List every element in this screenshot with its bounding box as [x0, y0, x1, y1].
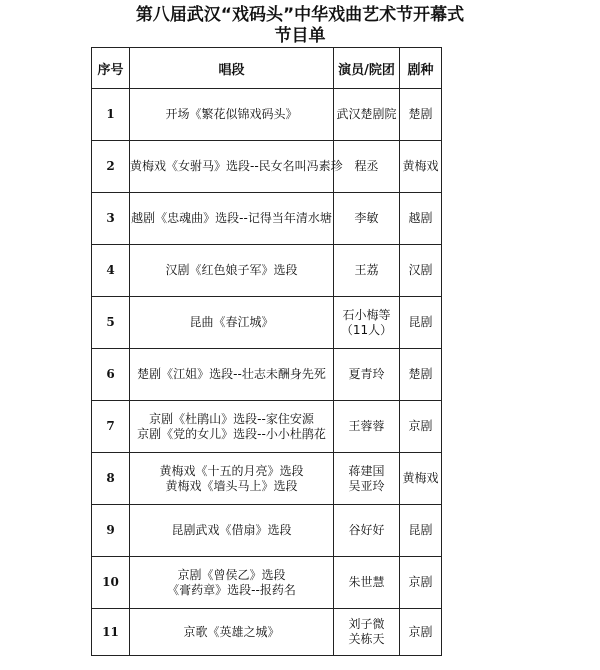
row-number: 2 [92, 141, 130, 193]
header-performer: 演员/院团 [334, 48, 400, 89]
table-row [92, 297, 442, 349]
piece-line: 汉剧《红色娘子军》选段 [165, 263, 298, 277]
performer-cell [334, 453, 400, 505]
table-row [92, 505, 442, 557]
header-piece: 唱段 [130, 48, 334, 89]
genre-cell: 京剧 [400, 609, 442, 656]
performer-line: 刘子微 [348, 617, 385, 631]
genre-cell: 越剧 [400, 193, 442, 245]
performer-cell [334, 609, 400, 656]
performer-cell [334, 89, 400, 141]
page-title: 第八届武汉“戏码头”中华戏曲艺术节开幕式 [135, 5, 465, 25]
header-number: 序号 [92, 48, 130, 89]
piece-line: 京剧《党的女儿》选段--小小杜鹃花 [137, 426, 326, 441]
page-subtitle: 节目单 [274, 26, 326, 46]
table-row [92, 401, 442, 453]
piece-line: 昆曲《春江城》 [189, 315, 274, 329]
performer-cell [334, 401, 400, 453]
program-table [91, 47, 442, 656]
table-row [92, 453, 442, 505]
genre-cell: 昆剧 [400, 505, 442, 557]
performer-line: 夏青玲 [348, 367, 385, 381]
table-row [92, 141, 442, 193]
piece-cell [130, 141, 343, 193]
performer-line: 蒋建国 [348, 463, 385, 478]
performer-line: 吴亚玲 [348, 478, 385, 493]
piece-cell [130, 349, 334, 401]
performer-line: 关栋天 [348, 632, 385, 646]
piece-cell [130, 505, 334, 557]
row-number: 5 [92, 297, 130, 349]
piece-cell [130, 557, 334, 609]
performer-line: 石小梅等 [342, 307, 391, 322]
genre-cell: 汉剧 [400, 245, 442, 297]
row-number: 8 [92, 453, 130, 505]
performer-cell [334, 245, 400, 297]
table-row [92, 245, 442, 297]
piece-line: 开场《繁花似锦戏码头》 [165, 107, 298, 121]
table-row [92, 609, 442, 656]
genre-cell: 楚剧 [400, 349, 442, 401]
table-row [92, 349, 442, 401]
piece-line: 楚剧《江姐》选段--壮志未酬身先死 [137, 367, 326, 381]
performer-line: 王蓉蓉 [348, 419, 385, 433]
row-number: 4 [92, 245, 130, 297]
genre-cell: 楚剧 [400, 89, 442, 141]
header-genre: 剧种 [400, 48, 442, 89]
performer-line: （11人） [340, 322, 393, 337]
piece-cell [130, 89, 334, 141]
performer-line: 王荔 [354, 263, 379, 277]
piece-line: 越剧《忠魂曲》选段--记得当年清水塘 [131, 211, 332, 225]
header-row [92, 48, 442, 89]
piece-line: 黄梅戏《墙头马上》选段 [165, 478, 298, 493]
row-number: 6 [92, 349, 130, 401]
performer-cell [334, 557, 400, 609]
row-number: 1 [92, 89, 130, 141]
table-row [92, 557, 442, 609]
performer-line: 武汉楚剧院 [336, 107, 397, 121]
performer-line: 朱世慧 [348, 575, 385, 589]
piece-cell [130, 401, 334, 453]
row-number: 3 [92, 193, 130, 245]
row-number: 7 [92, 401, 130, 453]
piece-cell [130, 245, 334, 297]
genre-cell: 黄梅戏 [400, 141, 442, 193]
genre-cell: 昆剧 [400, 297, 442, 349]
genre-cell: 黄梅戏 [400, 453, 442, 505]
performer-cell [334, 141, 400, 193]
performer-line: 李敏 [354, 211, 379, 225]
row-number: 9 [92, 505, 130, 557]
piece-cell [130, 193, 334, 245]
table-row [92, 89, 442, 141]
performer-cell [334, 193, 400, 245]
performer-line: 程丞 [354, 159, 379, 173]
performer-cell [334, 349, 400, 401]
row-number: 10 [92, 557, 130, 609]
piece-line: 京歌《英雄之城》 [183, 624, 280, 639]
piece-cell [130, 453, 334, 505]
piece-line: 京剧《曾侯乙》选段 [177, 567, 286, 582]
row-number: 11 [92, 609, 130, 656]
piece-line: 黄梅戏《女驸马》选段--民女名叫冯素珍 [130, 159, 343, 173]
piece-line: 《膏药章》选段--报药名 [167, 582, 296, 597]
performer-line: 谷好好 [348, 523, 385, 537]
piece-cell [130, 609, 334, 656]
performer-cell [334, 505, 400, 557]
table-row [92, 193, 442, 245]
genre-cell: 京剧 [400, 401, 442, 453]
piece-line: 昆剧武戏《借扇》选段 [171, 523, 292, 537]
piece-line: 京剧《杜鹃山》选段--家住安源 [149, 411, 314, 426]
piece-line: 黄梅戏《十五的月亮》选段 [159, 463, 304, 478]
genre-cell: 京剧 [400, 557, 442, 609]
piece-cell [130, 297, 334, 349]
performer-cell [334, 297, 400, 349]
